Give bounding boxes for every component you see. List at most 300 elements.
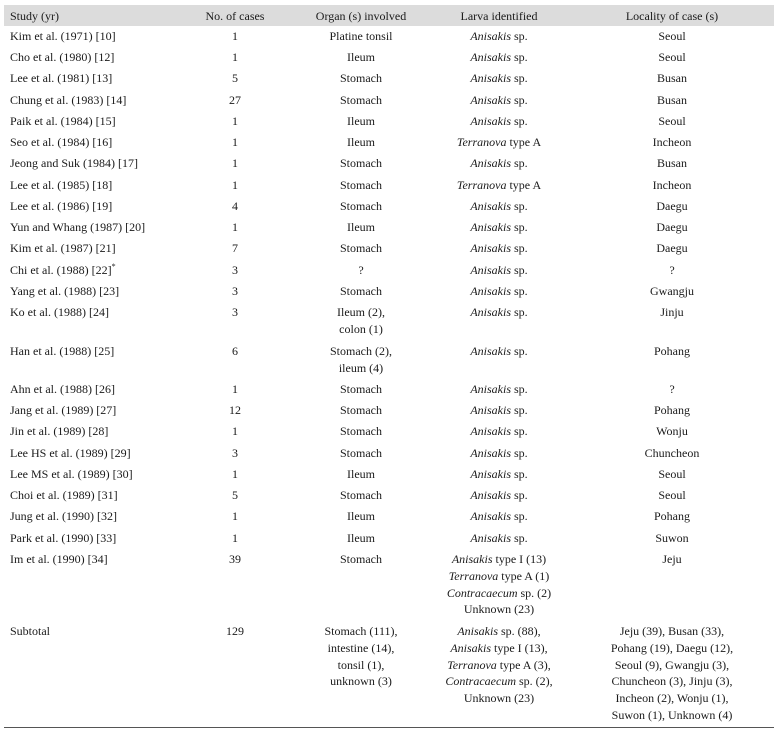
organ-line: ?	[358, 263, 364, 277]
larva-line	[432, 601, 566, 618]
organ-line: Stomach	[340, 178, 382, 192]
study-cell	[10, 155, 138, 172]
organ-cell	[296, 623, 426, 690]
larva-genus: Anisakis	[470, 531, 511, 545]
organ-cell	[296, 92, 426, 109]
study-cell	[10, 92, 126, 109]
organ-line: Stomach	[340, 71, 382, 85]
header-cases: No. of cases	[205, 9, 265, 23]
study-cell	[10, 177, 112, 194]
study-text: Park et al. (1990) [33]	[10, 531, 117, 545]
larva-detail: type A (3),	[496, 657, 551, 672]
locality-line: Seoul	[658, 467, 686, 481]
larva-detail: type I (13),	[491, 640, 548, 655]
larva-cell	[432, 445, 566, 462]
larva-line	[432, 423, 566, 440]
larva-detail: sp. (2)	[517, 585, 552, 600]
larva-genus: Terranova	[456, 135, 507, 149]
larva-genus: Anisakis	[470, 424, 511, 438]
larva-line	[432, 177, 566, 194]
larva-line	[432, 92, 566, 109]
larva-line	[432, 673, 566, 690]
organ-line: Stomach	[340, 382, 382, 396]
larva-detail: sp.	[511, 71, 528, 85]
larva-cell	[432, 530, 566, 547]
larva-detail: sp.	[511, 220, 528, 234]
larva-detail: sp.	[511, 156, 528, 170]
study-text: Choi et al. (1989) [31]	[10, 488, 118, 502]
larva-cell	[432, 113, 566, 130]
larva-genus: Anisakis	[470, 446, 511, 460]
locality-line: Gwangju	[650, 284, 694, 298]
header-larva: Larva identified	[460, 9, 538, 23]
larva-genus: Anisakis	[470, 29, 511, 43]
locality-line: Pohang	[654, 509, 690, 523]
organ-cell	[296, 155, 426, 172]
organ-cell	[296, 262, 426, 279]
locality-line: Seoul	[658, 29, 686, 43]
organ-cell	[296, 283, 426, 300]
cases-cell: 1	[232, 424, 238, 438]
locality-cell	[572, 155, 772, 172]
organ-cell	[296, 551, 426, 568]
study-text: Cho et al. (1980) [12]	[10, 50, 115, 64]
larva-cell	[432, 240, 566, 257]
organ-cell	[296, 28, 426, 45]
table-bottom-rule	[4, 727, 774, 728]
cases-cell: 39	[229, 552, 241, 566]
organ-cell	[296, 198, 426, 215]
locality-line: Jeju (39), Busan (33),	[619, 624, 725, 638]
larva-line	[432, 585, 566, 602]
locality-cell	[572, 198, 772, 215]
organ-line: ileum (4)	[338, 360, 384, 375]
organ-line: colon (1)	[339, 321, 383, 336]
study-text: Lee et al. (1986) [19]	[10, 199, 113, 213]
larva-detail: sp. (88),	[498, 624, 541, 638]
study-footnote-mark: *	[111, 262, 116, 271]
organ-line: Stomach	[340, 552, 382, 566]
organ-cell	[296, 423, 426, 440]
study-cell	[10, 304, 109, 321]
larva-detail: sp.	[511, 263, 528, 277]
larva-genus: Anisakis	[470, 241, 511, 255]
larva-line	[432, 28, 566, 45]
organ-line: Ileum	[347, 509, 375, 523]
larva-detail: sp.	[511, 382, 528, 396]
locality-cell	[572, 240, 772, 257]
study-cell	[10, 551, 108, 568]
locality-line: Incheon (2), Wonju (1),	[615, 691, 729, 706]
locality-cell	[572, 551, 772, 568]
larva-genus: Anisakis	[470, 467, 511, 481]
organ-cell	[296, 219, 426, 236]
larva-detail: sp.	[511, 424, 528, 438]
study-cell	[10, 487, 118, 504]
organ-line: intestine (14),	[327, 640, 395, 655]
organ-line: unknown (3)	[330, 674, 392, 689]
larva-detail: sp.	[511, 531, 528, 545]
locality-cell	[572, 304, 772, 321]
locality-line: Jinju	[660, 305, 684, 319]
larva-detail: sp.	[511, 467, 528, 481]
larva-genus: Anisakis	[470, 263, 511, 277]
cases-cell: 129	[226, 624, 244, 638]
organ-cell	[296, 508, 426, 525]
organ-line: Stomach (2),	[330, 344, 392, 358]
cases-cell: 3	[232, 305, 238, 319]
larva-detail: sp.	[511, 50, 528, 64]
larva-genus: Terranova	[456, 178, 507, 192]
study-cell	[10, 283, 119, 300]
organ-cell	[296, 530, 426, 547]
larva-cell	[432, 381, 566, 398]
larva-cell	[432, 198, 566, 215]
larva-genus: Anisakis	[470, 199, 511, 213]
larva-genus: Anisakis	[470, 403, 511, 417]
study-text: Subtotal	[10, 624, 51, 638]
cases-cell: 7	[232, 241, 238, 255]
organ-cell	[296, 487, 426, 504]
cases-cell: 1	[232, 531, 238, 545]
locality-cell	[572, 262, 772, 279]
larva-genus: Anisakis	[470, 220, 511, 234]
locality-cell	[572, 487, 772, 504]
larva-cell	[432, 134, 566, 151]
organ-cell	[296, 134, 426, 151]
cases-cell: 4	[232, 199, 238, 213]
larva-genus: Anisakis	[470, 156, 511, 170]
organ-cell	[296, 304, 426, 338]
larva-line	[432, 640, 566, 657]
study-text: Jeong and Suk (1984) [17]	[10, 156, 138, 170]
larva-genus: Contracaecum	[445, 674, 516, 689]
larva-genus: Anisakis	[470, 305, 511, 319]
organ-cell	[296, 240, 426, 257]
larva-genus: Anisakis	[470, 284, 511, 298]
larva-cell	[432, 508, 566, 525]
locality-cell	[572, 283, 772, 300]
locality-cell	[572, 402, 772, 419]
locality-line: Incheon	[652, 178, 692, 192]
locality-cell	[572, 49, 772, 66]
study-cell	[10, 343, 114, 360]
organ-cell	[296, 381, 426, 398]
larva-genus: Anisakis	[470, 50, 511, 64]
study-cell	[10, 198, 112, 215]
organ-line: Stomach (111),	[324, 624, 398, 638]
locality-line: Busan	[657, 156, 687, 170]
larva-line	[432, 551, 566, 568]
larva-cell	[432, 423, 566, 440]
larva-line	[432, 198, 566, 215]
locality-line: Pohang (19), Daegu (12),	[610, 640, 734, 655]
cases-cell: 1	[232, 220, 238, 234]
study-text: Kim et al. (1971) [10]	[10, 29, 116, 43]
organ-line: Stomach	[340, 424, 382, 438]
study-text: Lee et al. (1981) [13]	[10, 71, 113, 85]
study-text: Jin et al. (1989) [28]	[10, 424, 109, 438]
cases-cell: 3	[232, 446, 238, 460]
cases-cell: 6	[232, 344, 238, 358]
cases-cell: 1	[232, 156, 238, 170]
organ-line: Ileum	[347, 220, 375, 234]
larva-detail: sp.	[511, 488, 528, 502]
larva-genus: Anisakis	[470, 344, 511, 358]
study-text: Paik et al. (1984) [15]	[10, 114, 116, 128]
larva-genus: Terranova	[447, 657, 497, 672]
larva-genus: Anisakis	[451, 552, 493, 566]
larva-cell	[432, 466, 566, 483]
study-text: Jang et al. (1989) [27]	[10, 403, 117, 417]
study-cell	[10, 219, 145, 236]
larva-cell	[432, 219, 566, 236]
cases-cell: 5	[232, 71, 238, 85]
larva-genus: Anisakis	[470, 382, 511, 396]
locality-line: Incheon	[652, 135, 692, 149]
larva-cell	[432, 177, 566, 194]
larva-line	[432, 240, 566, 257]
locality-cell	[572, 623, 772, 724]
study-text: Yang et al. (1988) [23]	[10, 284, 120, 298]
organ-line: Stomach	[340, 156, 382, 170]
larva-line	[432, 304, 566, 321]
locality-line: Seoul	[658, 50, 686, 64]
larva-genus: Terranova	[448, 568, 499, 583]
cases-cell: 12	[229, 403, 241, 417]
cases-cell: 1	[232, 29, 238, 43]
organ-line: Stomach	[340, 446, 382, 460]
study-text: Lee et al. (1985) [18]	[10, 178, 113, 192]
larva-line	[432, 70, 566, 87]
locality-line: Busan	[657, 93, 687, 107]
locality-line: ?	[669, 263, 675, 277]
study-cell	[10, 113, 116, 130]
cases-cell: 3	[232, 284, 238, 298]
locality-line: Daegu	[656, 241, 688, 255]
locality-cell	[572, 381, 772, 398]
larva-line	[432, 343, 566, 360]
study-text: Han et al. (1988) [25]	[10, 344, 115, 358]
locality-cell	[572, 466, 772, 483]
larva-line	[432, 623, 566, 640]
larva-cell	[432, 155, 566, 172]
larva-line	[432, 219, 566, 236]
larva-detail: Unknown (23)	[463, 602, 535, 617]
cases-cell: 1	[232, 467, 238, 481]
study-cell	[10, 466, 133, 483]
larva-line	[432, 487, 566, 504]
locality-line: Seoul	[658, 488, 686, 502]
locality-cell	[572, 343, 772, 360]
study-text: Chi et al. (1988) [22]	[10, 263, 112, 277]
larva-detail: sp.	[511, 509, 528, 523]
locality-cell	[572, 28, 772, 45]
larva-genus: Contracaecum	[446, 585, 518, 600]
study-text: Seo et al. (1984) [16]	[10, 135, 113, 149]
locality-line: Suwon (1), Unknown (4)	[611, 707, 733, 722]
larva-cell	[432, 70, 566, 87]
larva-line	[432, 530, 566, 547]
locality-cell	[572, 92, 772, 109]
larva-line	[432, 445, 566, 462]
larva-genus: Anisakis	[457, 624, 498, 638]
larva-genus: Anisakis	[470, 114, 511, 128]
larva-genus: Anisakis	[470, 93, 511, 107]
larva-cell	[432, 343, 566, 360]
larva-detail: type A	[506, 178, 542, 192]
study-cell	[10, 423, 108, 440]
larva-cell	[432, 487, 566, 504]
locality-cell	[572, 445, 772, 462]
locality-line: Wonju	[656, 424, 688, 438]
cases-cell: 1	[232, 50, 238, 64]
organ-line: Ileum	[347, 114, 375, 128]
study-text: Yun and Whang (1987) [20]	[10, 220, 146, 234]
organ-cell	[296, 466, 426, 483]
larva-line	[432, 134, 566, 151]
locality-line: Daegu	[656, 199, 688, 213]
study-cell	[10, 28, 116, 45]
cases-cell: 1	[232, 178, 238, 192]
larva-cell	[432, 28, 566, 45]
locality-line: Pohang	[654, 403, 690, 417]
locality-line: Seoul	[658, 114, 686, 128]
locality-line: Pohang	[654, 344, 690, 358]
larva-cell	[432, 304, 566, 321]
header-organ: Organ (s) involved	[315, 9, 407, 23]
organ-cell	[296, 343, 426, 377]
organ-line: Stomach	[340, 403, 382, 417]
study-cell	[10, 508, 117, 525]
organ-cell	[296, 70, 426, 87]
organ-line: Stomach	[340, 199, 382, 213]
larva-line	[432, 508, 566, 525]
organ-line: Ileum	[347, 467, 375, 481]
locality-cell	[572, 134, 772, 151]
study-cell	[10, 381, 115, 398]
locality-cell	[572, 508, 772, 525]
larva-line	[432, 402, 566, 419]
study-cell	[10, 134, 112, 151]
study-cell	[10, 445, 131, 462]
larva-line	[432, 262, 566, 279]
organ-cell	[296, 113, 426, 130]
locality-cell	[572, 113, 772, 130]
study-text: Jung et al. (1990) [32]	[10, 509, 117, 523]
cases-cell: 5	[232, 488, 238, 502]
cases-cell: 1	[232, 135, 238, 149]
larva-detail: type I (13)	[492, 552, 547, 566]
locality-cell	[572, 423, 772, 440]
header-study: Study (yr)	[10, 9, 59, 23]
larva-detail: sp.	[511, 344, 528, 358]
larva-genus: Anisakis	[450, 640, 491, 655]
study-cell	[10, 530, 116, 547]
larva-genus: Anisakis	[470, 71, 511, 85]
larva-detail: sp.	[511, 199, 528, 213]
organ-line: Ileum	[347, 50, 375, 64]
study-text: Lee MS et al. (1989) [30]	[10, 467, 133, 481]
larva-detail: type A (1)	[498, 568, 550, 583]
larva-cell	[432, 551, 566, 618]
locality-cell	[572, 530, 772, 547]
organ-line: Ileum (2),	[337, 305, 385, 319]
study-cell	[10, 623, 50, 640]
organ-line: Platine tonsil	[329, 29, 393, 43]
header-locality: Locality of case (s)	[625, 9, 719, 23]
larva-line	[432, 657, 566, 674]
study-cell	[10, 240, 116, 257]
larva-detail: sp. (2),	[515, 674, 553, 689]
locality-line: Suwon	[655, 531, 689, 545]
cases-cell: 1	[232, 114, 238, 128]
cases-cell: 1	[232, 382, 238, 396]
locality-line: Chuncheon (3), Jinju (3),	[611, 674, 733, 689]
cases-cell: 1	[232, 509, 238, 523]
larva-line	[432, 49, 566, 66]
larva-cell	[432, 92, 566, 109]
larva-line	[432, 690, 566, 707]
study-text: Kim et al. (1987) [21]	[10, 241, 116, 255]
organ-line: Stomach	[340, 241, 382, 255]
larva-genus: Anisakis	[470, 509, 511, 523]
organ-line: Stomach	[340, 488, 382, 502]
locality-line: Seoul (9), Gwangju (3),	[614, 657, 730, 672]
organ-line: Ileum	[347, 531, 375, 545]
larva-line	[432, 113, 566, 130]
study-cell	[10, 402, 116, 419]
study-cell	[10, 49, 114, 66]
study-cell	[10, 262, 116, 279]
larva-detail: sp.	[511, 446, 528, 460]
larva-cell	[432, 283, 566, 300]
organ-cell	[296, 445, 426, 462]
larva-cell	[432, 49, 566, 66]
locality-cell	[572, 177, 772, 194]
study-text: Ahn et al. (1988) [26]	[10, 382, 115, 396]
larva-cell	[432, 623, 566, 707]
larva-line	[432, 155, 566, 172]
locality-cell	[572, 70, 772, 87]
larva-detail: Unknown (23)	[463, 691, 535, 706]
larva-detail: sp.	[511, 403, 528, 417]
locality-line: Jeju	[662, 552, 682, 566]
organ-cell	[296, 177, 426, 194]
larva-detail: sp.	[511, 305, 528, 319]
larva-line	[432, 568, 566, 585]
study-text: Lee HS et al. (1989) [29]	[10, 446, 131, 460]
organ-line: Ileum	[347, 135, 375, 149]
cases-cell: 3	[232, 263, 238, 277]
larva-detail: sp.	[511, 93, 528, 107]
larva-line	[432, 466, 566, 483]
locality-line: Busan	[657, 71, 687, 85]
study-cell	[10, 70, 112, 87]
larva-cell	[432, 262, 566, 279]
organ-cell	[296, 402, 426, 419]
larva-genus: Anisakis	[470, 488, 511, 502]
larva-detail: sp.	[511, 284, 528, 298]
larva-cell	[432, 402, 566, 419]
larva-detail: sp.	[511, 114, 528, 128]
study-text: Im et al. (1990) [34]	[10, 552, 108, 566]
larva-detail: type A	[506, 135, 542, 149]
organ-cell	[296, 49, 426, 66]
locality-line: Daegu	[656, 220, 688, 234]
larva-detail: sp.	[511, 29, 528, 43]
locality-cell	[572, 219, 772, 236]
